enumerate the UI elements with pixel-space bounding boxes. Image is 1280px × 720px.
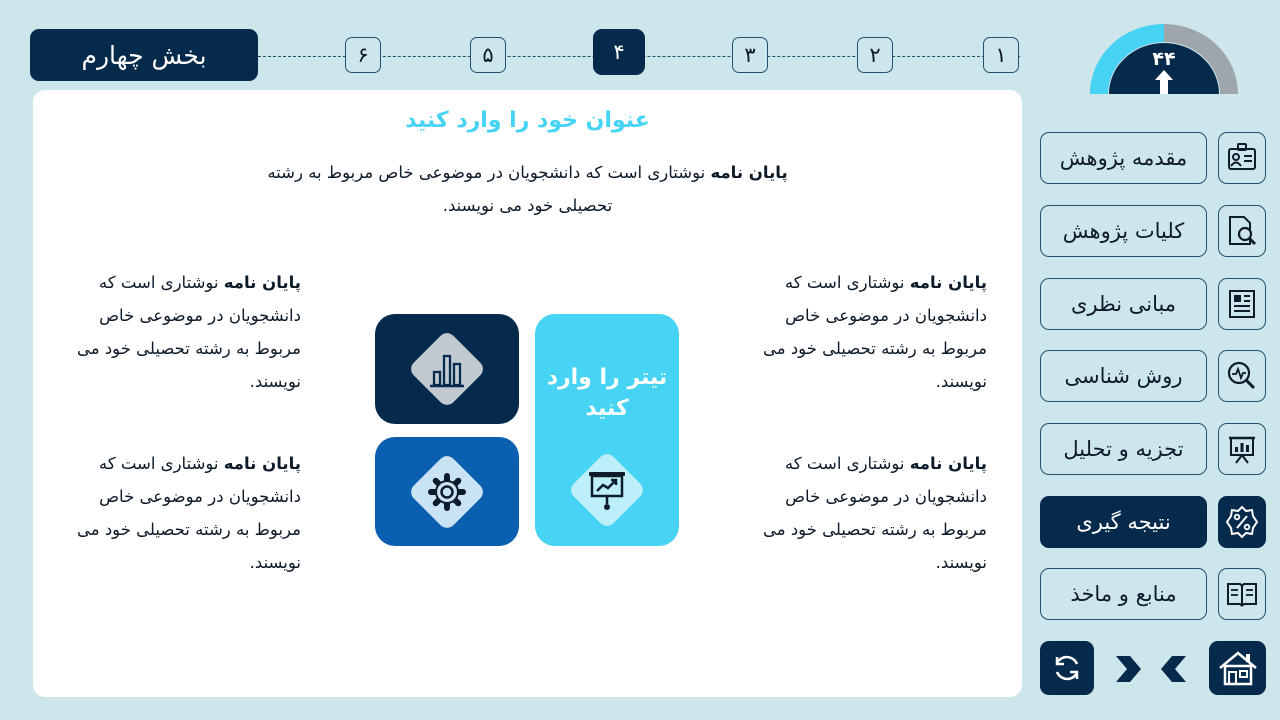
sidebar-item-analysis[interactable]: تجزیه و تحلیل — [1040, 423, 1207, 475]
percent-badge-icon[interactable] — [1218, 496, 1266, 548]
sidebar-item-overview[interactable]: کلیات پژوهش — [1040, 205, 1207, 257]
step-2-button[interactable]: ۲ — [857, 37, 893, 73]
chart-tile — [375, 314, 519, 424]
paragraph-top-right: پایان نامه نوشتاری است که دانشجویان در موضوعی خاص مربوط به رشته تحصیلی خود می نویسند. — [762, 273, 987, 391]
bar-chart-icon — [423, 345, 471, 393]
step-3-button[interactable]: ۳ — [732, 37, 768, 73]
page-title: عنوان خود را وارد کنید — [405, 108, 650, 133]
step-4-button[interactable]: ۴ — [593, 29, 645, 75]
paragraph-bottom-left: پایان نامه نوشتاری است که دانشجویان در موضوعی خاص مربوط به رشته تحصیلی خود می نویسند. — [76, 454, 301, 572]
section-title: بخش چهارم — [30, 29, 258, 81]
newspaper-icon[interactable] — [1218, 278, 1266, 330]
previous-chevron-icon[interactable] — [1158, 652, 1192, 686]
presentation-growth-icon — [583, 466, 631, 514]
sidebar-item-conclusion[interactable]: نتیجه گیری — [1040, 496, 1207, 548]
sidebar-item-theory[interactable]: مبانی نظری — [1040, 278, 1207, 330]
refresh-icon — [1050, 651, 1084, 685]
gear-icon — [423, 468, 471, 516]
step-1-button[interactable]: ۱ — [983, 37, 1019, 73]
id-card-icon[interactable] — [1218, 132, 1266, 184]
tile-title: تیتر را وارد کنید — [546, 365, 668, 421]
next-chevron-icon[interactable] — [1110, 652, 1144, 686]
refresh-button[interactable] — [1040, 641, 1094, 695]
title-tile — [535, 314, 679, 546]
step-6-button[interactable]: ۶ — [345, 37, 381, 73]
home-button[interactable] — [1209, 641, 1266, 695]
sidebar-item-introduction[interactable]: مقدمه پژوهش — [1040, 132, 1207, 184]
page-number: ۴۴ — [1152, 48, 1176, 70]
progress-gauge — [1088, 24, 1240, 94]
sidebar-item-references[interactable]: منابع و ماخذ — [1040, 568, 1207, 620]
open-book-icon[interactable] — [1218, 568, 1266, 620]
presentation-chart-icon[interactable] — [1218, 423, 1266, 475]
settings-tile — [375, 437, 519, 546]
home-icon — [1216, 648, 1260, 688]
document-search-icon[interactable] — [1218, 205, 1266, 257]
paragraph-top-left: پایان نامه نوشتاری است که دانشجویان در موضوعی خاص مربوط به رشته تحصیلی خود می نویسند. — [76, 273, 301, 391]
intro-text: پایان نامه نوشتاری است که دانشجویان در موضوعی خاص مربوط به رشته تحصیلی خود می نویسند. — [267, 163, 788, 215]
sidebar-item-methodology[interactable]: روش شناسی — [1040, 350, 1207, 402]
step-5-button[interactable]: ۵ — [470, 37, 506, 73]
magnifier-pulse-icon[interactable] — [1218, 350, 1266, 402]
paragraph-bottom-right: پایان نامه نوشتاری است که دانشجویان در موضوعی خاص مربوط به رشته تحصیلی خود می نویسند. — [762, 454, 987, 572]
